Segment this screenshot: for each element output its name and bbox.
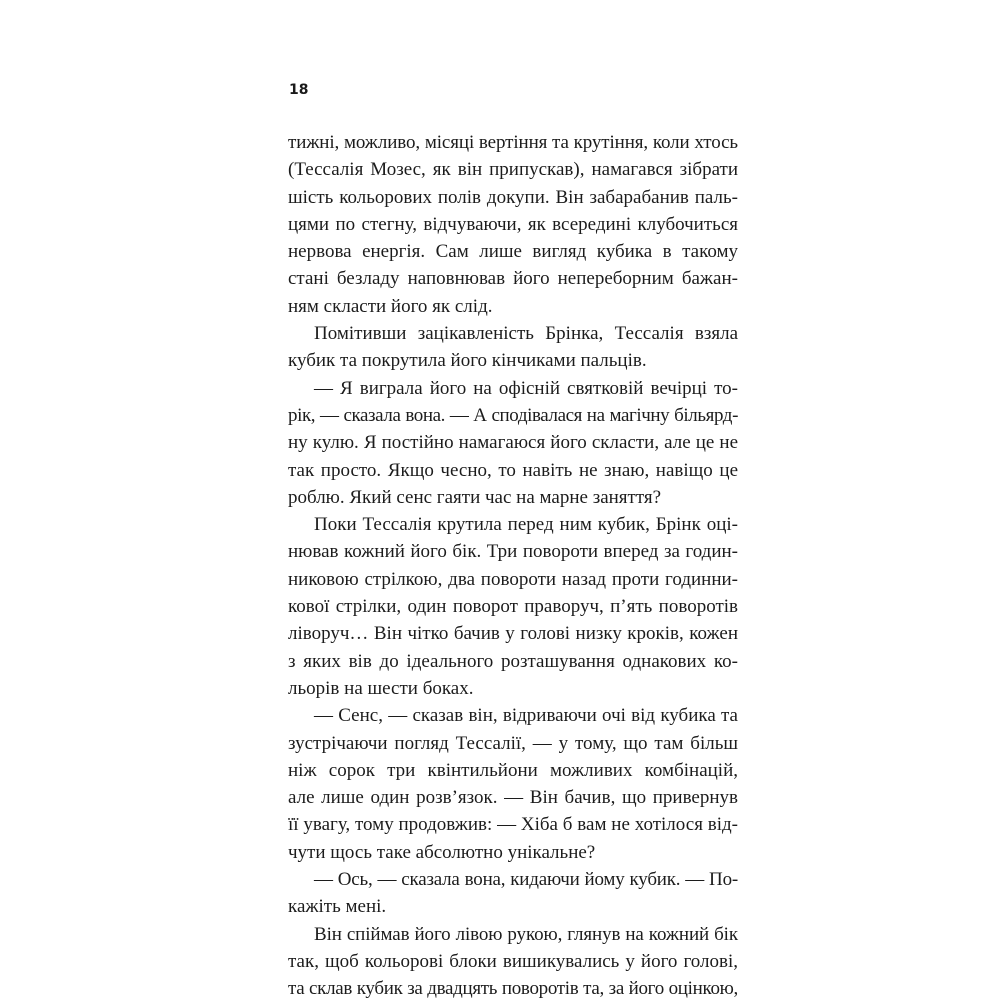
text-line: — Я виграла його на офісній святковій вечірці то-	[314, 377, 738, 399]
text-line: нював кожний його бік. Три повороти вперед за годин-	[288, 541, 738, 563]
text-line: шість кольорових полів докупи. Він забарабанив паль-	[288, 186, 738, 208]
text-line: никовою стрілкою, два повороти назад проти годинни-	[288, 568, 738, 590]
text-line: так, щоб кольорові блоки вишикувались у його голові,	[288, 950, 738, 972]
text-line: ну кулю. Я постійно намагаюся його скласти, але це не	[288, 432, 738, 454]
text-line: Помітивши зацікавленість Брінка, Тессалія взяла	[314, 323, 738, 345]
text-line: льорів на шести боках.	[288, 677, 474, 699]
text-line: чути щось таке абсолютно унікальне?	[288, 841, 596, 863]
text-line: кажіть мені.	[288, 896, 387, 918]
text-line: цями по стегну, відчуваючи, як всередині клубочиться	[288, 213, 738, 235]
text-line: стані безладу наповнював його непереборним бажан-	[288, 268, 738, 290]
text-line: рік, — сказала вона. — А сподівалася на магічну більярд-	[288, 404, 738, 426]
text-line: — Ось, — сказала вона, кидаючи йому кубик. — По-	[314, 869, 738, 891]
text-line: ням скласти його як слід.	[288, 295, 493, 317]
text-line: кубик та покрутила його кінчиками пальців.	[288, 350, 647, 372]
text-line: (Тессалія Мозес, як він припускав), намагався зібрати	[288, 159, 738, 181]
text-line: так просто. Якщо чесно, то навіть не знаю, навіщо це	[288, 459, 738, 481]
text-line: — Сенс, — сказав він, відриваючи очі від кубика та	[314, 705, 738, 727]
text-line: тижні, можливо, місяці вертіння та крутіння, коли хтось	[288, 132, 738, 153]
text-line: роблю. Який сенс гаяти час на марне заняття?	[288, 486, 662, 508]
text-line: зустрічаючи погляд Тессалії, — у тому, що там більш	[288, 732, 738, 754]
text-line: ніж сорок три квінтильйони можливих комбінацій,	[288, 759, 738, 781]
text-line: кової стрілки, один поворот праворуч, п’ять поворотів	[288, 596, 738, 618]
text-line: її увагу, тому продовжив: — Хіба б вам не хотілося від-	[288, 814, 738, 836]
text-line: з яких вів до ідеального розташування однакових ко-	[288, 650, 738, 672]
text-line: але лише один розв’язок. — Він бачив, що привернув	[288, 787, 738, 809]
text-line: Він спіймав його лівою рукою, глянув на кожний бік	[314, 923, 738, 945]
text-line: та склав кубик за двадцять поворотів та, за його оцінкою,	[288, 978, 738, 1000]
page-number: 18	[289, 82, 309, 98]
text-line: Поки Тессалія крутила перед ним кубик, Брінк оці-	[314, 514, 738, 536]
body-text	[288, 129, 738, 1000]
text-line: нервова енергія. Сам лише вигляд кубика в такому	[288, 241, 738, 263]
text-line: ліворуч… Він чітко бачив у голові низку кроків, кожен	[288, 623, 738, 645]
